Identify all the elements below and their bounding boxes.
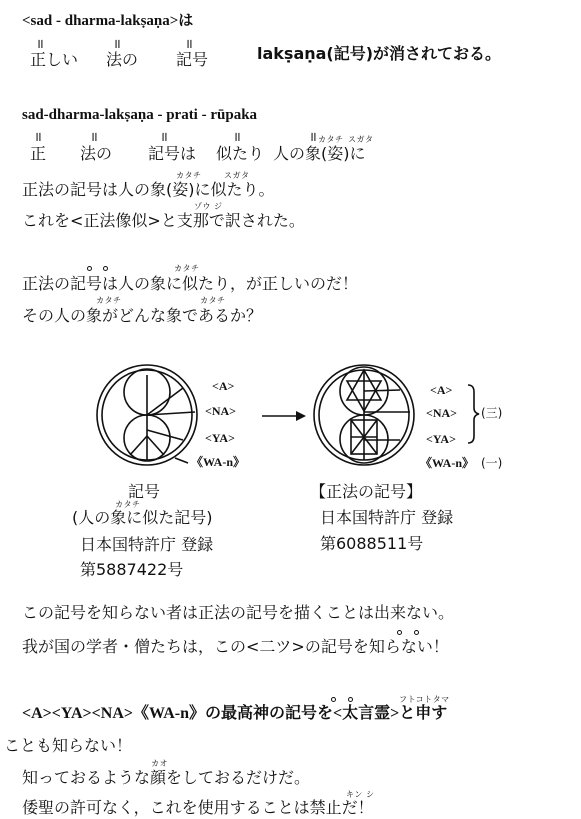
ruby-sugata: スガタ: [348, 135, 374, 144]
equivalence-mark: ॥: [90, 130, 98, 145]
equivalence-mark: ॥: [160, 130, 168, 145]
ruby-katachi: カタチ: [200, 296, 226, 305]
gloss-word: 法の: [106, 50, 139, 69]
arrow-head: [296, 411, 306, 421]
ruby-kinshi: キン シ: [346, 790, 375, 799]
gloss-word: 人の象(姿)に: [273, 144, 366, 163]
label-a-left: <A>: [212, 379, 235, 393]
label-na-right: <NA>: [426, 406, 458, 420]
caption-number: 第5887422号: [80, 560, 184, 579]
text-line: これを<正法像似>と支那で訳された。: [22, 211, 305, 230]
text-line: 倭聖の許可なく，これを使用することは禁止だ！: [22, 798, 374, 817]
ruby-katachi: カタチ: [115, 500, 141, 509]
ruby-zouji: ゾウ ジ: [194, 202, 223, 211]
equivalence-mark: ॥: [233, 130, 241, 145]
label-wan-right: 《WA-n》: [420, 456, 475, 470]
equivalence-mark: ॥: [185, 37, 193, 52]
erased-statement: lakṣaṇa(記号)が消されておる。: [257, 44, 502, 63]
text-line: 我が国の学者・僧たちは，この<二ツ>の記号を知らない！: [22, 637, 449, 656]
label-wan-left: 《WA-n》: [191, 455, 246, 469]
gloss-word: 記号: [176, 50, 209, 69]
text-line: 知っておるような顔をしておるだけだ。: [22, 768, 311, 787]
ruby-katachi: カタチ: [318, 135, 344, 144]
ruby-sugata: スガタ: [224, 171, 250, 180]
caption-title: 記号: [128, 482, 161, 501]
text-line: ことも知らない！: [4, 736, 133, 755]
label-one: (一): [481, 456, 503, 470]
equivalence-mark: ॥: [36, 37, 44, 52]
caption-subtitle: (人の象に似た記号): [72, 508, 213, 527]
ruby-katachi: カタチ: [174, 264, 200, 273]
gloss-word: 正: [30, 144, 47, 163]
emphasis-dot: [414, 630, 419, 635]
equivalence-mark: ॥: [309, 130, 317, 145]
gloss-word: 正しい: [30, 50, 79, 69]
left-symbol: [97, 365, 197, 465]
equivalence-mark: ॥: [113, 37, 121, 52]
ruby-futokotodama: フトコトタマ: [399, 695, 450, 704]
caption-number: 第6088511号: [320, 534, 424, 553]
label-na-left: <NA>: [205, 404, 237, 418]
ruby-kao: カオ: [151, 759, 168, 768]
emphasis-dot: [331, 697, 336, 702]
emphasis-dot: [348, 697, 353, 702]
emphasis-dot: [397, 630, 402, 635]
brace-label-three: (三): [481, 406, 503, 420]
label-ya-right: <YA>: [426, 432, 456, 446]
sanskrit-phrase-2: sad-dharma-lakṣaṇa - prati - rūpaka: [22, 107, 258, 123]
label-a-right: <A>: [430, 383, 453, 397]
text-line: <A><YA><NA>《WA-n》の最高神の記号を<太言霊>と申す: [22, 705, 448, 722]
caption-title: 【正法の記号】: [310, 482, 423, 501]
equivalence-mark: ॥: [34, 130, 42, 145]
caption-registration: 日本国特許庁 登録: [80, 535, 214, 554]
ruby-katachi: カタチ: [176, 171, 202, 180]
text-line: 正法の記号は人の象(姿)に似たり。: [22, 180, 275, 199]
ruby-katachi: カタチ: [96, 296, 122, 305]
gloss-word: 法の: [80, 144, 113, 163]
gloss-word: 似たり: [216, 144, 265, 163]
gloss-word: 記号は: [148, 144, 197, 163]
text-line: その人の象がどんな象であるか？: [22, 306, 263, 325]
caption-registration: 日本国特許庁 登録: [320, 508, 454, 527]
label-ya-left: <YA>: [205, 431, 235, 445]
text-line: この記号を知らない者は正法の記号を描くことは出来ない。: [22, 603, 455, 622]
text-line: 正法の記号は人の象に似たり，が正しいのだ！: [22, 274, 359, 293]
sanskrit-phrase-1: <sad - dharma-lakṣaṇa>は: [22, 13, 194, 29]
